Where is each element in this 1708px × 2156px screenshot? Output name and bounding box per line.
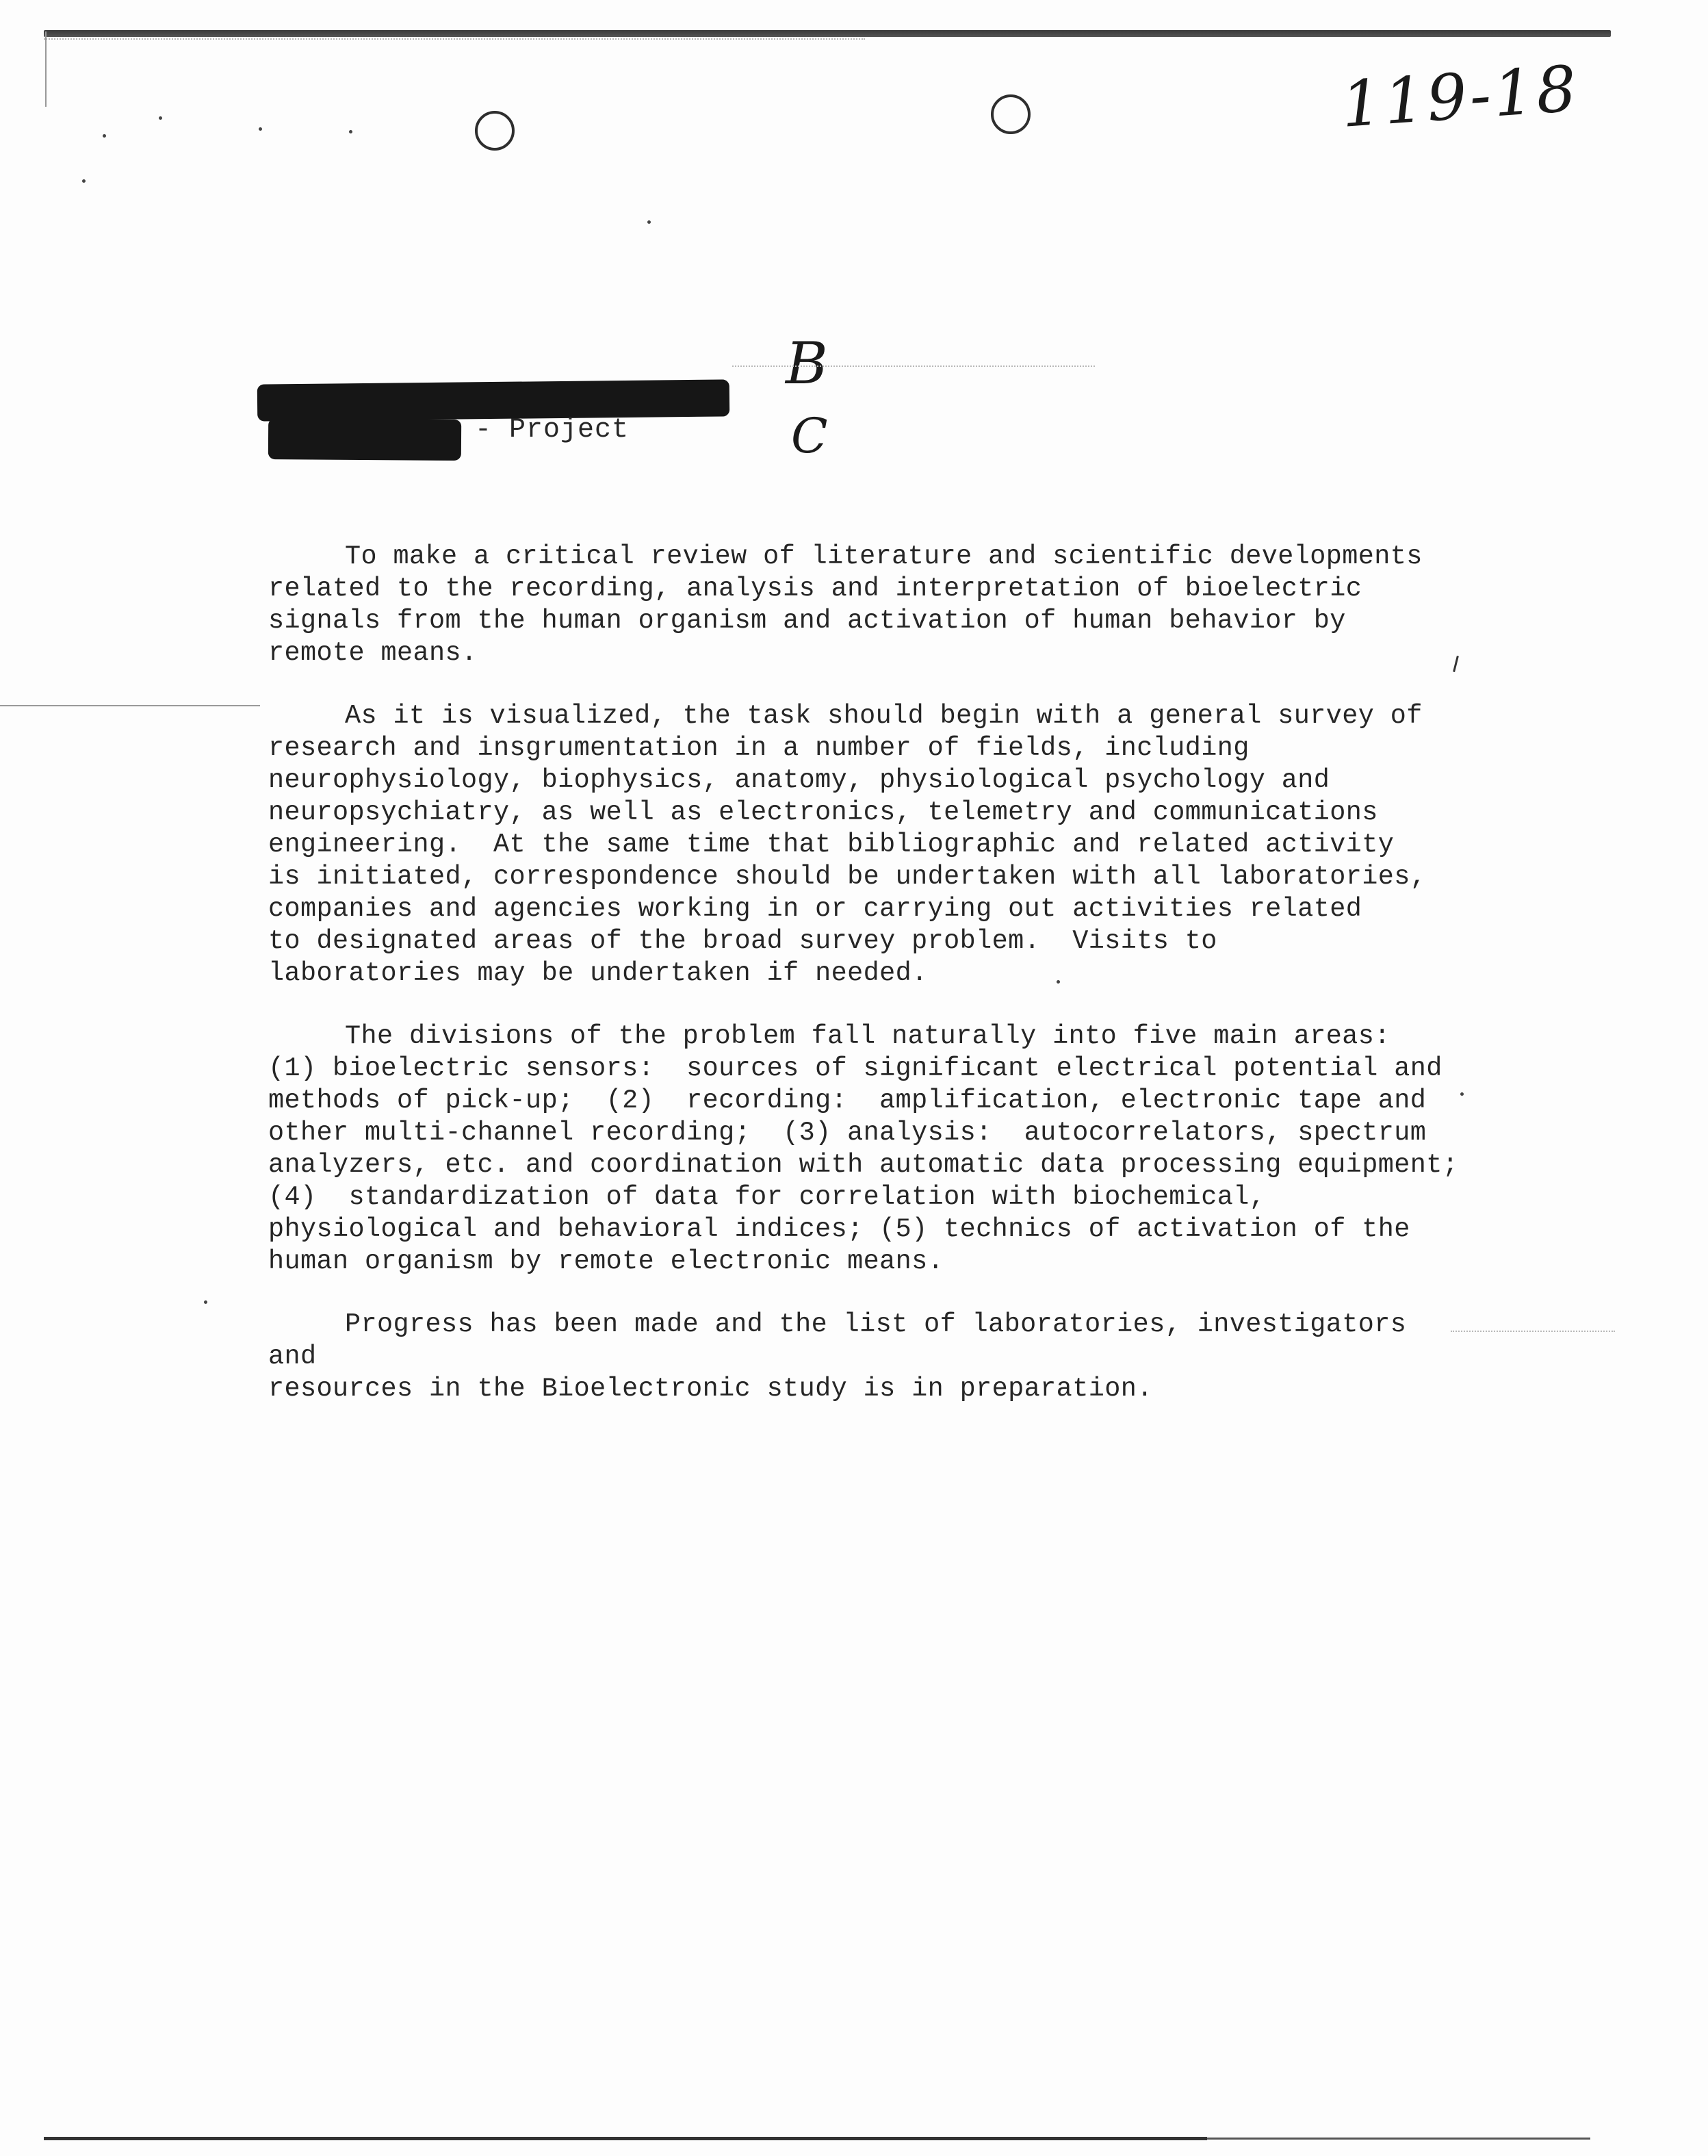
faint-rule [732, 365, 1095, 367]
handwritten-letter-b: B [786, 330, 828, 397]
scan-speck [82, 179, 86, 183]
scan-speck [259, 127, 262, 131]
paragraph-task-survey: As it is visualized, the task should begin with a general survey of research and insgrumentation in a number of fields, including neurophysiology, biophysics, anatomy, physiological psychology and neuropsychiatry, as well as electronics, telemetry and communications engineering. At the same time that bibliographic and related activity is initiated, correspondence should be undertaken with all laboratories, companies and agencies working in or carrying out activities related to designated areas of the broad survey problem. Visits to laboratories may be undertaken if needed. [268, 701, 1427, 988]
paragraph-purpose: To make a critical review of literature and scientific developments related to the recording, analysis and interpretation of bioelectric signals from the human organism and activation of human behavior by remote means. [268, 541, 1423, 668]
scan-speck [103, 134, 106, 138]
punch-hole-left [475, 111, 515, 151]
margin-rule [1451, 1331, 1615, 1332]
document-body [268, 541, 1459, 1436]
handwritten-letter-c: C [791, 408, 828, 464]
scan-speck [647, 220, 651, 224]
punch-hole-right [991, 94, 1031, 134]
scan-speck [349, 130, 352, 133]
scan-speck [204, 1300, 207, 1304]
scan-speck [1460, 1092, 1464, 1096]
scan-speck [159, 116, 162, 120]
paragraph-problem-divisions: The divisions of the problem fall naturally into five main areas: (1) bioelectric sensors: sources of significant electrical potential and methods of pick-up; (2) recording: amplification, electronic tape and other multi-channel recording; (3) analysis: autocorrelators, spectrum analyzers, etc. and coordination with automatic data processing equipment; (4) standardization of data for correlation with biochemical, physiological and behavioral indices; (5) technics of activation of the human organism by remote electronic means. [268, 1021, 1459, 1276]
top-border-line [44, 30, 1611, 37]
margin-rule [0, 705, 260, 706]
bottom-border-line [1207, 2138, 1590, 2140]
left-edge-line [45, 31, 47, 107]
handwritten-document-number: 119-18 [1338, 52, 1582, 142]
redaction-bar [268, 418, 461, 461]
bottom-border-line [44, 2137, 1207, 2140]
top-scan-artifact [44, 38, 865, 41]
project-title: - Project [475, 415, 630, 446]
paragraph-progress: Progress has been made and the list of laboratories, investigators and resources in the Bioelectronic study is in preparation. [268, 1309, 1407, 1404]
